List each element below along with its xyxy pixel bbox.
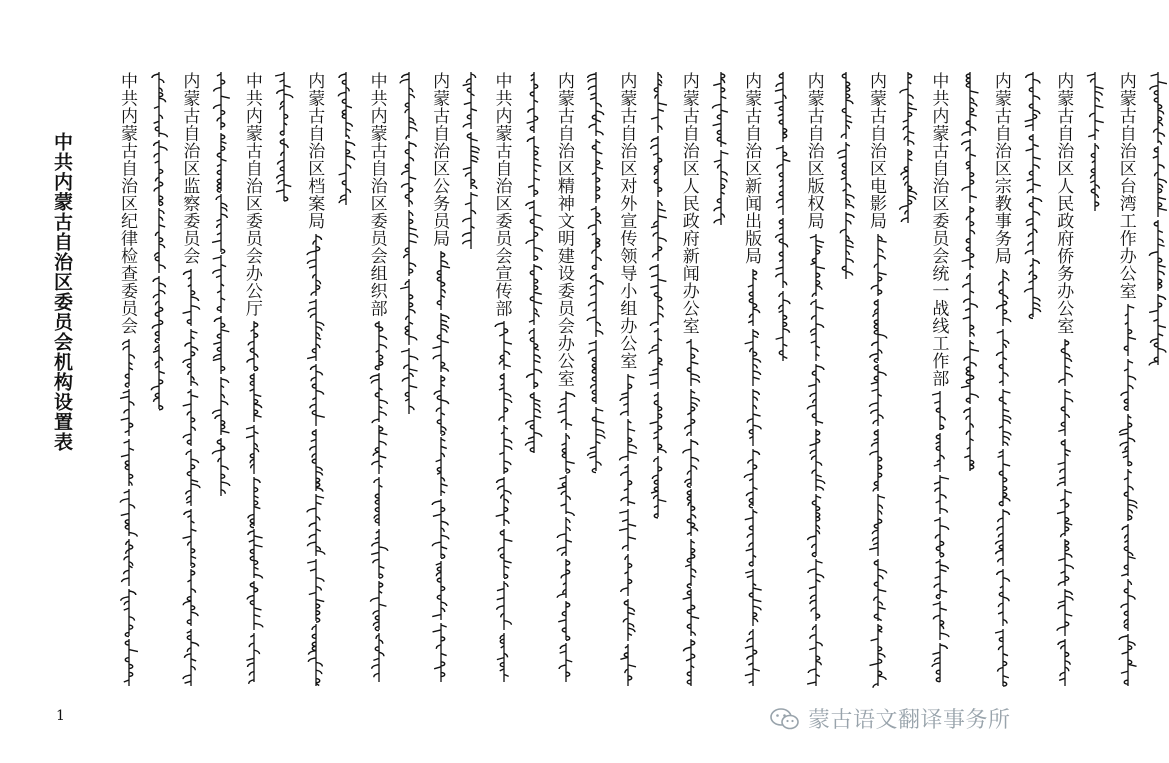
institution-column xyxy=(243,72,283,702)
institution-column xyxy=(368,72,408,702)
mongolian-word xyxy=(273,72,295,135)
mongolian-word xyxy=(992,389,1014,446)
mongolian-word xyxy=(273,138,295,201)
institution-column xyxy=(1117,72,1157,702)
mongolian-word xyxy=(647,392,669,453)
mongolian-word xyxy=(523,264,545,325)
mongolian-word xyxy=(585,407,607,471)
mongolian-word xyxy=(430,437,452,496)
mongolian-word xyxy=(493,425,515,474)
institution-name-mongolian-line2 xyxy=(835,72,857,284)
mongolian-word xyxy=(305,429,327,491)
mongolian-word xyxy=(305,559,327,621)
mongolian-word xyxy=(1054,389,1076,436)
mongolian-word xyxy=(992,629,1014,686)
institution-name-zh: 内蒙古自治区台湾工作办公室 xyxy=(1115,72,1136,300)
mongolian-word xyxy=(148,208,170,273)
institution-name-mongolian xyxy=(555,391,577,690)
mongolian-word xyxy=(1117,634,1139,686)
mongolian-word xyxy=(1054,539,1076,586)
mongolian-word xyxy=(148,140,170,205)
mongolian-word xyxy=(585,139,607,203)
institution-column xyxy=(1054,72,1094,702)
institution-name-mongolian-line2 xyxy=(897,72,919,226)
mongolian-word xyxy=(180,329,202,386)
mongolian-word xyxy=(118,589,140,636)
institution-name-mongolian xyxy=(1054,339,1076,691)
mongolian-word xyxy=(742,269,764,326)
mongolian-word xyxy=(460,192,482,249)
mongolian-word xyxy=(555,601,577,640)
mongolian-word xyxy=(148,276,170,341)
mongolian-word xyxy=(647,200,669,261)
mongolian-word xyxy=(617,599,639,641)
page-number: 1 xyxy=(56,708,65,724)
mongolian-word xyxy=(555,559,577,598)
mongolian-word xyxy=(493,321,515,370)
mongolian-word xyxy=(835,212,857,279)
institution-name-mongolian-line2 xyxy=(460,72,482,252)
institution-column xyxy=(430,72,470,702)
mongolian-word xyxy=(617,374,639,416)
mongolian-word xyxy=(1022,134,1044,193)
mongolian-word xyxy=(710,150,732,225)
wechat-icon xyxy=(770,707,800,731)
mongolian-word xyxy=(335,72,357,137)
mongolian-word xyxy=(398,348,420,414)
mongolian-word xyxy=(929,601,951,640)
mongolian-word xyxy=(835,142,857,209)
mongolian-word xyxy=(805,429,827,491)
mongolian-word xyxy=(118,489,140,536)
mongolian-word xyxy=(617,644,639,686)
mongolian-word xyxy=(180,269,202,326)
institution-column xyxy=(617,72,657,702)
mongolian-word xyxy=(118,339,140,386)
institution-name-mongolian-line2 xyxy=(1147,72,1169,368)
mongolian-word xyxy=(929,517,951,556)
mongolian-word xyxy=(368,581,390,630)
mongolian-word xyxy=(118,439,140,486)
institution-name-mongolian xyxy=(368,321,390,690)
mongolian-word xyxy=(430,375,452,434)
mongolian-word xyxy=(1022,196,1044,255)
institution-name-mongolian-line2 xyxy=(523,72,545,458)
mongolian-word xyxy=(210,316,232,374)
mongolian-word xyxy=(523,328,545,389)
mongolian-word xyxy=(243,581,265,630)
mongolian-word xyxy=(555,517,577,556)
institution-name-zh: 中共内蒙古自治区委员会宣传部 xyxy=(491,72,512,317)
mongolian-word xyxy=(180,569,202,626)
institution-column xyxy=(929,72,969,702)
institution-column xyxy=(555,72,595,702)
mongolian-word xyxy=(742,329,764,386)
mongolian-word xyxy=(305,364,327,426)
mongolian-word xyxy=(210,133,232,191)
mongolian-word xyxy=(523,392,545,453)
mongolian-word xyxy=(897,72,919,146)
mongolian-word xyxy=(243,321,265,370)
mongolian-word xyxy=(897,149,919,223)
mongolian-word xyxy=(1117,524,1139,576)
mongolian-word xyxy=(555,433,577,472)
mongolian-word xyxy=(772,145,794,215)
mongolian-word xyxy=(617,509,639,551)
institution-name-mongolian-line2 xyxy=(210,72,232,505)
institution-name-mongolian xyxy=(617,374,639,691)
mongolian-word xyxy=(959,139,981,203)
mongolian-word xyxy=(585,273,607,337)
institution-column xyxy=(180,72,220,702)
mongolian-word xyxy=(430,251,452,310)
mongolian-word xyxy=(742,389,764,446)
mongolian-word xyxy=(585,206,607,270)
mongolian-word xyxy=(929,475,951,514)
mongolian-word xyxy=(430,561,452,620)
mongolian-word xyxy=(430,623,452,682)
mongolian-word xyxy=(805,234,827,296)
mongolian-word xyxy=(867,559,889,621)
mongolian-word xyxy=(992,569,1014,626)
mongolian-word xyxy=(243,529,265,578)
mongolian-word xyxy=(305,494,327,556)
mongolian-word xyxy=(210,194,232,252)
watermark xyxy=(770,703,1011,734)
institution-name-mongolian-line2 xyxy=(772,72,794,364)
mongolian-word xyxy=(805,364,827,426)
mongolian-word xyxy=(742,449,764,506)
mongolian-word xyxy=(243,633,265,682)
mongolian-word xyxy=(243,425,265,474)
mongolian-word xyxy=(118,539,140,586)
mongolian-word xyxy=(1022,72,1044,131)
mongolian-word xyxy=(493,581,515,630)
institution-name-zh: 中共内蒙古自治区委员会统一战线工作部 xyxy=(928,72,949,387)
mongolian-word xyxy=(805,559,827,621)
mongolian-word xyxy=(493,633,515,682)
mongolian-word xyxy=(368,425,390,474)
mongolian-word xyxy=(647,136,669,197)
mongolian-word xyxy=(430,499,452,558)
mongolian-word xyxy=(992,509,1014,566)
mongolian-word xyxy=(180,389,202,446)
mongolian-word xyxy=(647,264,669,325)
mongolian-word xyxy=(1084,143,1106,211)
institution-column xyxy=(680,72,720,702)
mongolian-word xyxy=(1117,359,1139,411)
mongolian-word xyxy=(680,339,702,386)
mongolian-word xyxy=(368,633,390,682)
mongolian-word xyxy=(1117,414,1139,466)
mongolian-word xyxy=(180,449,202,506)
mongolian-word xyxy=(1117,579,1139,631)
institution-name-mongolian xyxy=(493,321,515,690)
mongolian-word xyxy=(1054,439,1076,486)
institution-name-zh: 内蒙古自治区人民政府侨务办公室 xyxy=(1053,72,1074,335)
mongolian-word xyxy=(368,321,390,370)
institution-name-mongolian xyxy=(929,391,951,690)
institution-name-zh: 内蒙古自治区版权局 xyxy=(803,72,824,230)
institution-name-mongolian xyxy=(867,234,889,691)
mongolian-word xyxy=(1022,258,1044,317)
mongolian-word xyxy=(1054,339,1076,386)
mongolian-word xyxy=(210,377,232,435)
mongolian-word xyxy=(867,234,889,296)
institution-name-zh: 中共内蒙古自治区委员会办公厅 xyxy=(241,72,262,317)
institution-name-zh: 内蒙古自治区电影局 xyxy=(866,72,887,230)
institution-column xyxy=(118,72,158,702)
mongolian-word xyxy=(305,234,327,296)
mongolian-word xyxy=(555,643,577,682)
mongolian-word xyxy=(1054,589,1076,636)
mongolian-word xyxy=(867,299,889,361)
institution-name-mongolian xyxy=(430,251,452,690)
mongolian-word xyxy=(523,136,545,197)
institution-name-mongolian-line2 xyxy=(1084,72,1106,215)
mongolian-word xyxy=(742,509,764,566)
mongolian-word xyxy=(772,218,794,288)
mongolian-word xyxy=(805,624,827,686)
institution-name-mongolian-line2 xyxy=(959,72,981,477)
mongolian-word xyxy=(929,559,951,598)
institution-column xyxy=(493,72,533,702)
mongolian-word xyxy=(368,477,390,526)
mongolian-word xyxy=(493,477,515,526)
mongolian-word xyxy=(210,438,232,496)
institution-column xyxy=(305,72,345,702)
institution-column xyxy=(867,72,907,702)
mongolian-word xyxy=(368,373,390,422)
mongolian-word xyxy=(1147,220,1169,291)
mongolian-word xyxy=(398,72,420,138)
mongolian-word xyxy=(867,494,889,556)
mongolian-word xyxy=(929,391,951,430)
institution-name-mongolian-line2 xyxy=(335,72,357,209)
institution-name-mongolian xyxy=(305,234,327,691)
mongolian-word xyxy=(959,72,981,136)
institution-name-mongolian xyxy=(992,269,1014,691)
mongolian-word xyxy=(210,72,232,130)
mongolian-word xyxy=(992,329,1014,386)
mongolian-word xyxy=(243,477,265,526)
mongolian-word xyxy=(585,72,607,136)
mongolian-word xyxy=(523,72,545,133)
institution-name-zh: 内蒙古自治区人民政府新闻办公室 xyxy=(678,72,699,335)
mongolian-word xyxy=(805,494,827,556)
mongolian-word xyxy=(647,72,669,133)
institution-name-mongolian xyxy=(1117,304,1139,691)
institution-name-mongolian-line2 xyxy=(585,72,607,476)
mongolian-word xyxy=(1117,469,1139,521)
mongolian-word xyxy=(959,407,981,471)
mongolian-word xyxy=(772,291,794,361)
mongolian-word xyxy=(959,340,981,404)
mongolian-word xyxy=(555,391,577,430)
institution-name-zh: 内蒙古自治区对外宣传领导小组办公室 xyxy=(616,72,637,370)
institution-name-zh: 内蒙古自治区宗教事务局 xyxy=(990,72,1011,265)
institution-name-mongolian-line2 xyxy=(273,72,295,204)
mongolian-word xyxy=(617,419,639,461)
institution-name-zh: 内蒙古自治区档案局 xyxy=(304,72,325,230)
institution-name-mongolian xyxy=(118,339,140,691)
mongolian-word xyxy=(742,629,764,686)
mongolian-word xyxy=(180,629,202,686)
institution-column xyxy=(742,72,782,702)
institution-name-mongolian-line2 xyxy=(148,72,170,416)
mongolian-word xyxy=(585,340,607,404)
mongolian-word xyxy=(1054,489,1076,536)
institution-name-mongolian-line2 xyxy=(398,72,420,418)
mongolian-word xyxy=(680,389,702,436)
mongolian-word xyxy=(992,269,1014,326)
mongolian-word xyxy=(493,373,515,422)
institution-name-zh: 内蒙古自治区新闻出版局 xyxy=(741,72,762,265)
mongolian-word xyxy=(398,141,420,207)
mongolian-word xyxy=(772,72,794,142)
mongolian-word xyxy=(493,529,515,578)
mongolian-word xyxy=(1084,72,1106,140)
mongolian-word xyxy=(617,464,639,506)
institution-name-mongolian xyxy=(742,269,764,691)
mongolian-word xyxy=(1054,639,1076,686)
mongolian-word xyxy=(1147,146,1169,217)
institution-name-zh: 内蒙古自治区精神文明建设委员会办公室 xyxy=(553,72,574,387)
mongolian-word xyxy=(929,433,951,472)
institution-name-mongolian-line2 xyxy=(1022,72,1044,321)
institution-column xyxy=(992,72,1032,702)
mongolian-word xyxy=(243,373,265,422)
mongolian-word xyxy=(647,328,669,389)
mongolian-word xyxy=(1117,304,1139,356)
institution-column xyxy=(805,72,845,702)
mongolian-word xyxy=(1147,294,1169,365)
mongolian-word xyxy=(835,72,857,139)
mongolian-word xyxy=(867,364,889,426)
document-title: 中共内蒙古自治区委员会机构设置表 xyxy=(51,132,73,452)
institution-name-mongolian-line2 xyxy=(710,72,732,228)
mongolian-word xyxy=(680,589,702,636)
mongolian-word xyxy=(523,200,545,261)
mongolian-word xyxy=(460,132,482,189)
mongolian-word xyxy=(398,210,420,276)
mongolian-word xyxy=(118,389,140,436)
mongolian-word xyxy=(335,140,357,205)
mongolian-word xyxy=(180,509,202,566)
mongolian-word xyxy=(210,255,232,313)
mongolian-word xyxy=(148,72,170,137)
mongolian-word xyxy=(992,449,1014,506)
mongolian-word xyxy=(959,206,981,270)
mongolian-word xyxy=(617,554,639,596)
institution-name-zh: 内蒙古自治区公务员局 xyxy=(429,72,450,247)
mongolian-word xyxy=(368,529,390,578)
institution-name-mongolian xyxy=(243,321,265,690)
mongolian-word xyxy=(555,475,577,514)
institution-name-mongolian xyxy=(180,269,202,691)
institution-name-mongolian xyxy=(680,339,702,691)
mongolian-word xyxy=(398,279,420,345)
mongolian-word xyxy=(959,273,981,337)
mongolian-word xyxy=(430,313,452,372)
mongolian-word xyxy=(647,456,669,517)
institution-name-zh: 中共内蒙古自治区委员会组织部 xyxy=(366,72,387,317)
mongolian-word xyxy=(805,299,827,361)
institution-name-zh: 中共内蒙古自治区纪律检查委员会 xyxy=(117,72,137,335)
mongolian-word xyxy=(305,624,327,686)
institution-name-mongolian xyxy=(805,234,827,691)
mongolian-word xyxy=(680,489,702,536)
mongolian-word xyxy=(305,299,327,361)
institution-name-zh: 内蒙古自治区监察委员会 xyxy=(179,72,200,265)
watermark-text: 蒙古语文翻译事务所 xyxy=(808,708,1011,733)
mongolian-word xyxy=(742,569,764,626)
mongolian-word xyxy=(680,539,702,586)
mongolian-word xyxy=(460,72,482,129)
mongolian-word xyxy=(867,429,889,491)
mongolian-word xyxy=(1147,72,1169,143)
mongolian-word xyxy=(680,639,702,686)
mongolian-word xyxy=(929,643,951,682)
mongolian-word xyxy=(680,439,702,486)
institution-name-mongolian-line2 xyxy=(647,72,669,526)
mongolian-word xyxy=(118,639,140,686)
mongolian-word xyxy=(710,72,732,147)
mongolian-word xyxy=(148,344,170,409)
mongolian-word xyxy=(867,624,889,686)
